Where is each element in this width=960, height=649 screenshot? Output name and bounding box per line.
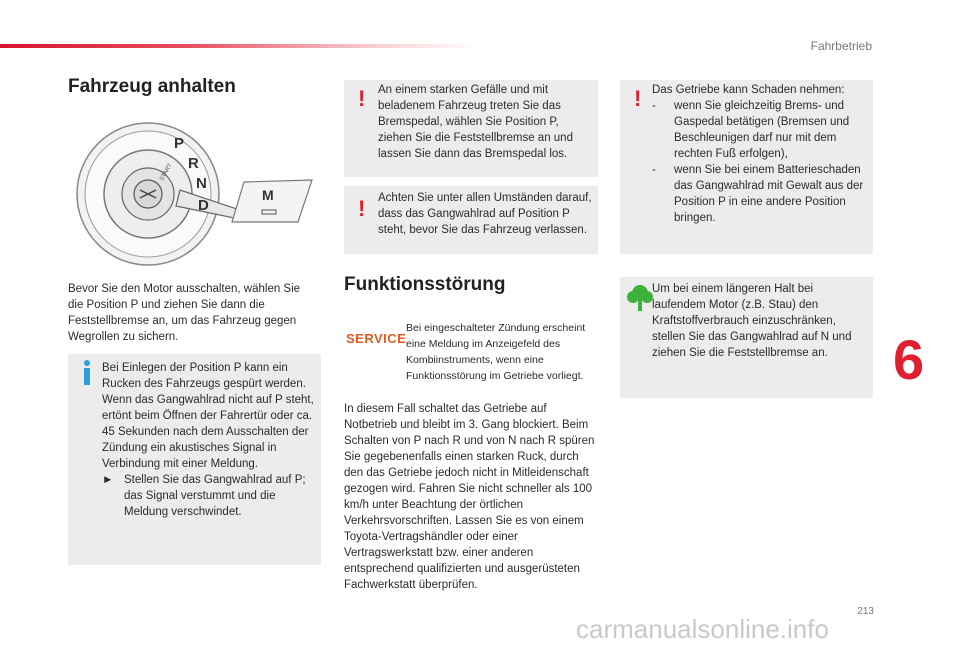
watermark: carmanualsonline.info — [576, 614, 829, 644]
warning-verlassen-text: Achten Sie unter allen Umständen darauf, dass das Gangwahlrad auf Position P steht, bevor Sie das Fahrzeug verlassen. — [378, 192, 592, 236]
warning-exclamation-icon: ! — [634, 86, 642, 111]
section-title: Fahrbetrieb — [810, 39, 872, 53]
bullet-arrow-icon: ► — [102, 474, 114, 486]
dash-bullet: - — [652, 164, 656, 176]
stop-paragraph — [68, 281, 314, 345]
gear-label-d: D — [198, 197, 209, 214]
info-box-bullet: Stellen Sie das Gangwahlrad auf P; das Signal verstummt und die Meldung verschwindet. — [124, 474, 306, 518]
warning-box-verlassen — [344, 186, 598, 254]
stop-paragraph-text: Bevor Sie den Motor ausschalten, wählen Sie die Position P und ziehen Sie dann die Feststellbremse an, um das Fahrzeug gegen Wegrollen zu sichern. — [68, 283, 301, 343]
info-box-text: Bei Einlegen der Position P kann ein Rucken des Fahrzeugs gespürt werden. Wenn das Gangwahlrad nicht auf P steht, ertönt beim Öffnen der Fahrertür oder ca. 45 Sekunden nach dem Ausschalten der Zündung ein akustisches Signal in Verbindung mit einer Meldung. — [102, 362, 314, 470]
chapter-number: 6 — [893, 328, 925, 391]
header-accent-line — [0, 44, 480, 48]
warning-box-gefaelle — [344, 80, 598, 177]
eco-text: Um bei einem längeren Halt bei laufendem Motor (z.B. Stau) den Kraftstoffverbrauch einzuschränken, stellen Sie das Gangwahlrad auf N und ziehen Sie die Feststellbremse an. — [652, 283, 852, 359]
eco-tree-icon — [626, 283, 654, 313]
m-label: M — [262, 187, 274, 203]
start-label: START — [159, 162, 174, 183]
info-icon — [82, 360, 90, 385]
dash-bullet: - — [652, 100, 656, 112]
warning-getriebe-intro: Das Getriebe kann Schaden nehmen: — [652, 84, 845, 96]
service-text: Bei eingeschalteter Zündung erscheint eine Meldung im Anzeigefeld des Kombiinstruments, wenn eine Funktionsstörung im Getriebe vorliegt. — [406, 322, 586, 382]
gear-label-n: N — [196, 175, 207, 192]
eco-box — [620, 277, 873, 398]
heading-funktionsstoerung: Funktionsstörung — [344, 274, 506, 295]
info-box — [68, 354, 321, 565]
service-warning-icon: SERVICE — [346, 331, 407, 346]
gear-selector-illustration — [76, 118, 318, 270]
warning-gefaelle-text: An einem starken Gefälle und mit beladenem Fahrzeug treten Sie das Bremspedal, wählen Sie Position P, ziehen Sie die Feststellbremse an und lassen Sie dann das Bremspedal los. — [378, 84, 573, 160]
warning-exclamation-icon: ! — [358, 86, 366, 111]
gear-label-p: P — [174, 135, 185, 152]
warning-getriebe-item1: wenn Sie gleichzeitig Brems- und Gaspedal betätigen (Bremsen und Beschleunigen darf nur mit dem rechten Fuß erfolgen), — [674, 100, 850, 160]
warning-box-getriebe — [620, 80, 873, 254]
warning-exclamation-icon: ! — [358, 196, 366, 221]
page-number: 213 — [857, 606, 874, 617]
funktionsstoerung-paragraph: In diesem Fall schaltet das Getriebe auf Notbetrieb und bleibt im 3. Gang blockiert. Beim Schalten von P nach R und von N nach R spüren Sie gegebenenfalls einen starken Ruck, durch den das Getriebe jedoch nicht in Mitleidenschaft gezogen wird. Fahren Sie nicht schneller als 100 km/h unter Beachtung der örtlichen Verkehrsvorschriften. Lassen Sie es von einem Toyota-Vertragshändler oder einer Vertragswerkstatt bzw. einer anderen entsprechend qualifizierten und ausgerüsteten Fachwerkstatt überprüfen. — [344, 403, 595, 591]
warning-getriebe-item2: wenn Sie bei einem Batterieschaden das Gangwahlrad mit Gewalt aus der Position P in eine andere Position bringen. — [674, 164, 864, 224]
heading-fahrzeug-anhalten: Fahrzeug anhalten — [68, 76, 236, 97]
gear-label-r: R — [188, 155, 199, 172]
